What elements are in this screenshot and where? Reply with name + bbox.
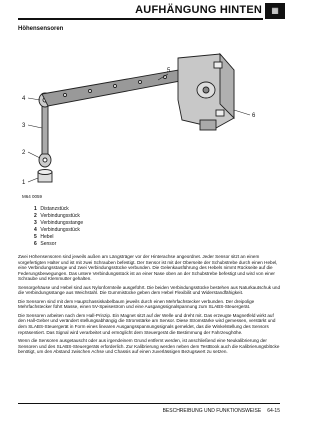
paragraph: Die Sensoren sind mit dem Hauptchassiskabelbaum jeweils durch einen Mehrfachstecker verbunden. Der dreipolige Mehrfachstecker führt Masse, einen 5V-Speisestrom und eine Ausgangssignalspannung zum SLABS-Steuergerät. <box>18 298 255 310</box>
parts-legend <box>34 206 83 248</box>
paragraph: Die Sensoren arbeiten nach dem Hall-Prinzip. Ein Magnet sitzt auf der Welle und dreht mit. Das erzeugte Magnetfeld wirkt auf den Hall-Geber und verändert stellungsabhängig die Stromstärke am Sensor. Diese Stromstärke wird gemessen, verstärkt und dem SLABS-Steuergerät in Form eines linearen Ausgangsspannungssignals gemeldet, das die Winkelstellung des Sensors repräsentiert. Das Signal wird verarbeitet und ermöglicht dem Steuergerät die Bestimmung der Fahrzeughöhe. <box>18 312 276 335</box>
legend-item: 1 Distanzstück <box>34 206 69 212</box>
section-title: Höhensensoren <box>18 26 64 32</box>
callout-6: 6 <box>252 113 256 119</box>
legend-item: 6 Sensor <box>34 241 57 247</box>
figure-code: M64 0059 <box>22 194 43 199</box>
height-sensor-diagram <box>20 48 265 203</box>
body-text <box>18 254 280 357</box>
legend-item: 4 Verbindungsstück <box>34 227 80 233</box>
paragraph: Sensorgehäuse und Hebel sind aus Nylonformteile ausgeführt. Die beiden Verbindungsstücke bestehen aus Naturkautschuk und die Verbindungsstange aus Weichstahl. Die Gummistücke geben dem Hebel Flexibilit und Widerstandfähigkeit. <box>18 284 281 296</box>
connecting-rod-part <box>42 106 48 154</box>
header-divider <box>18 18 263 20</box>
page-header-title: AUFHÄNGUNG HINTEN <box>135 4 262 16</box>
lever-part <box>42 68 196 106</box>
legend-item: 2 Verbindungsstück <box>34 213 80 219</box>
manual-logo-icon: ▦ <box>265 3 285 19</box>
callout-4: 4 <box>22 96 26 102</box>
legend-item: 3 Verbindungsstange <box>34 220 84 226</box>
paragraph: Wenn die Sensoren ausgetauscht oder aus irgendeinem Grund entfernt werden, ist anschließend eine Neukalibrierung der Sensoren und des SLABS-Steuergeräts erforderlich. Zur Kalibrierung werden neben dem TestBook auch die Kalibrierungsblöcke benötigt, um den Abstand zwischen Achse und Chassis auf einen zuverlässigen Bezugswert zu setzen. <box>18 337 280 355</box>
footer-divider <box>18 403 280 404</box>
legend-item: 5 Hebel <box>34 234 54 240</box>
paragraph: Zwei Höhensensoren sind jeweils außen am Längsträger vor der Hinterachse angeordnet. Jeder Sensor sitzt an einem vorgefertigten Halter und ist mit zwei Schrauben befestigt. Der Sensor ist mit der Oberseite der Schubstrebe durch einen Hebel, eine Verbindungsstange und zwei Verbindungsstücke verbunden. Die Gelenkausführung des Hebels nimmt Rückseite auf die Federungsbewegungen. Das untere Verbindungsstück ist an einer Nase oben an der Schubstrebe befestigt und wird von einer Schraube und Klemmutter gehalten. <box>18 254 278 282</box>
callout-5: 5 <box>167 68 171 74</box>
page-number: 64-15 <box>267 408 280 414</box>
callout-2: 2 <box>22 150 26 156</box>
callout-3: 3 <box>22 123 26 129</box>
page-footer <box>140 408 280 414</box>
footer-section-label: BESCHREIBUNG UND FUNKTIONSWEISE <box>162 408 262 414</box>
callout-1: 1 <box>22 180 26 186</box>
